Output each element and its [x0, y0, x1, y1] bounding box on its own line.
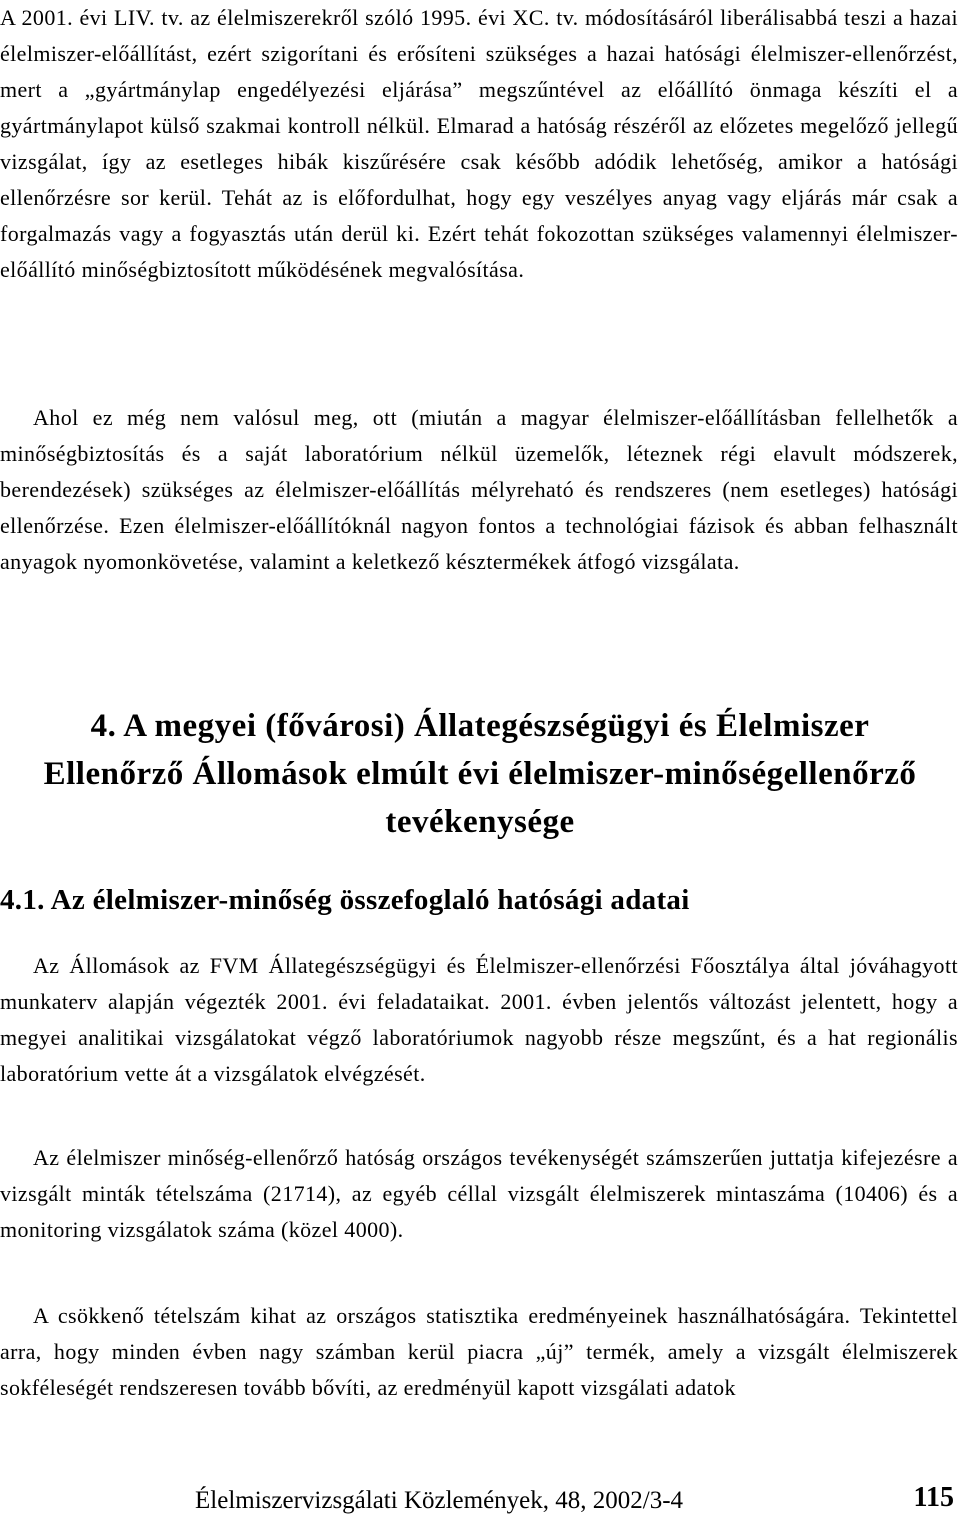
paragraph-statistics-usability: A csökkenő tételszám kihat az országos statisztika eredményeinek használhatóságára. Tekintettel arra, hogy minden évben nagy számban kerül piacra „új” termék, amely a vizsgált élelmiszerek sokféleségét rendszeresen tovább bővíti, az eredményül kapott vizsgálati adatok	[0, 1303, 958, 1400]
footer-journal-citation: Élelmiszervizsgálati Közlemények, 48, 2002/3-4	[195, 1487, 684, 1514]
paragraph-food-law-amendment: A 2001. évi LIV. tv. az élelmiszerekről szóló 1995. évi XC. tv. módosításáról liberálisabbá teszi a hazai élelmiszer-előállítást, ezért szigorítani és erősíteni szükséges a hazai hatósági élelmiszer-ellenőrzést, mert a „gyártmánylap engedélyezési eljárása” megszűntével az előállító önmaga készíti el a gyártmánylapot külső szakmai kontroll nélkül. Elmarad a hatóság részéről az előzetes megelőző jellegű vizsgálat, így az esetleges hibák kiszűrésére csak később adódik lehetőség, amikor a hatósági ellenőrzésre sor kerül. Tehát az is előfordulhat, hogy egy veszélyes anyag vagy eljárás már csak a forgalmazás vagy a fogyasztás után derül ki. Ezért tehát fokozottan szükséges valamennyi élelmiszer-előállító minőségbiztosított működésének megvalósítása.	[0, 5, 958, 282]
paragraph-stations-workplan: Az Állomások az FVM Állategészségügyi és Élelmiszer-ellenőrzési Főosztálya által jóváhagyott munkaterv alapján végezték 2001. évi feladataikat. 2001. évben jelentős változást jelentett, hogy a megyei analitikai vizsgálatokat végző laboratóriumok nagyobb része megszűnt, és a hat regionális laboratórium vette át a vizsgálatok elvégzését.	[0, 953, 958, 1086]
paragraph-sample-counts: Az élelmiszer minőség-ellenőrző hatóság országos tevékenységét számszerűen juttatja kifejezésre a vizsgált minták tételszáma (21714), az egyéb céllal vizsgált élelmiszerek mintaszáma (10406) és a monitoring vizsgálatok száma (közel 4000).	[0, 1145, 958, 1242]
paragraph-quality-assurance: Ahol ez még nem valósul meg, ott (miután a magyar élelmiszer-előállításban fellelhetők a minőségbiztosítás és a saját laboratórium nélkül üzemelők, léteznek régi elavult módszerek, berendezések) szükséges az élelmiszer-előállítás mélyreható és rendszeres (nem esetleges) hatósági ellenőrzése. Ezen élelmiszer-előállítóknál nagyon fontos a technológiai fázisok és abban felhasznált anyagok nyomonkövetése, valamint a keletkező késztermékek átfogó vizsgálata.	[0, 405, 958, 574]
chapter-heading: 4. A megyei (fővárosi) Állategészségügyi és Élelmiszer Ellenőrző Állomások elmúlt évi élelmiszer-minőségellenőrző tevékenysége	[43, 708, 917, 840]
page-number: 115	[913, 1482, 954, 1513]
section-heading: 4.1. Az élelmiszer-minőség összefoglaló hatósági adatai	[0, 884, 690, 916]
